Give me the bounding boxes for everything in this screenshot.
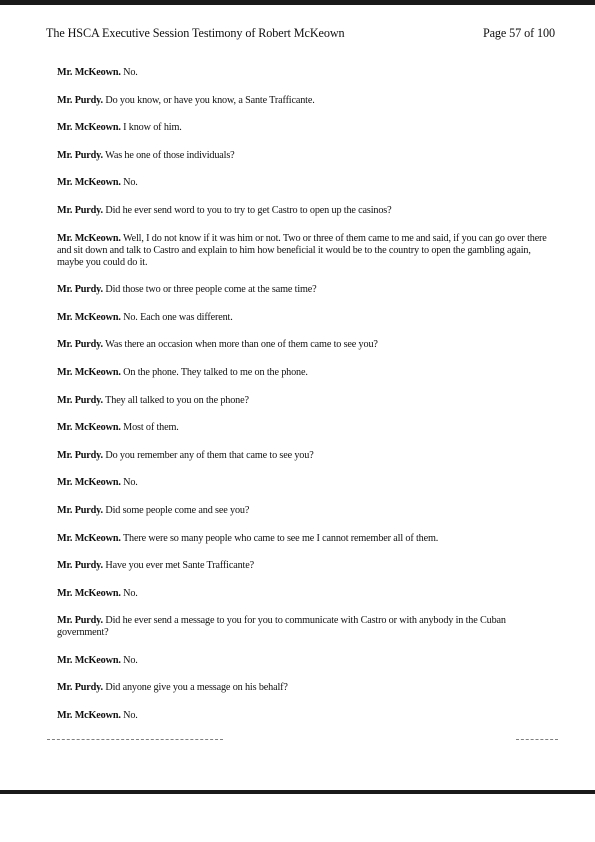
transcript-turn [57,367,557,379]
speaker-name: Mr. McKeown. [57,232,121,244]
speaker-name: Mr. Purdy. [57,560,103,572]
utterance-text: Was there an occasion when more than one of them came to see you? [105,339,378,351]
utterance-text: No. [123,67,138,78]
transcript-turn [57,533,557,545]
page-header [46,26,555,42]
transcript-turn [57,177,557,189]
transcript-turn [57,505,557,517]
utterance-text: Do you remember any of them that came to see you? [105,449,314,461]
utterance-text: I know of him. [123,122,182,134]
speaker-name: Mr. Purdy. [57,339,103,351]
utterance-text: They all talked to you on the phone? [105,394,249,406]
transcript-turn [57,205,557,217]
transcript-turn [57,560,557,572]
speaker-name: Mr. McKeown. [57,710,121,722]
transcript-turn [57,150,557,162]
speaker-name: Mr. McKeown. [57,366,121,378]
utterance-text: On the phone. They talked to me on the phone. [123,366,308,378]
utterance-text: Did he ever send word to you to try to get Castro to open up the casinos? [105,204,392,216]
transcript-turn [57,284,557,296]
speaker-name: Mr. Purdy. [57,682,103,694]
speaker-name: Mr. Purdy. [57,449,103,461]
transcript-turn [57,682,557,694]
transcript-turn [57,710,557,722]
transcript-turn [57,233,557,269]
utterance-text: Did he ever send a message to you for you to communicate with Castro or with anybody in the Cuban government? [57,615,506,639]
speaker-name: Mr. McKeown. [57,422,121,434]
speaker-name: Mr. Purdy. [57,149,103,161]
transcript-turn [57,395,557,407]
utterance-text: Was he one of those individuals? [105,149,235,161]
speaker-name: Mr. Purdy. [57,94,103,106]
speaker-name: Mr. McKeown. [57,477,121,489]
utterance-text: Do you know, or have you know, a Sante Trafficante. [105,94,315,106]
footer-scan-artifact-left [47,739,223,740]
bottom-border-rule [0,790,595,794]
transcript-body [57,67,557,738]
utterance-text: Have you ever met Sante Trafficante? [105,560,254,572]
speaker-name: Mr. McKeown. [57,311,121,323]
utterance-text: Well, I do not know if it was him or not. Two or three of them came to me and said, if you can go over there and sit down and talk to Castro and explain to him how beneficial it would be to the country to open the gambling again, maybe you could do it. [57,232,547,268]
speaker-name: Mr. McKeown. [57,587,121,599]
transcript-turn [57,95,557,107]
speaker-name: Mr. Purdy. [57,615,103,627]
utterance-text: No. Each one was different. [123,311,233,323]
utterance-text: No. [123,710,138,722]
utterance-text: There were so many people who came to see me I cannot remember all of them. [122,532,439,544]
transcript-turn [57,122,557,134]
transcript-turn [57,588,557,600]
transcript-turn [57,422,557,434]
document-title: The HSCA Executive Session Testimony of Robert McKeown [46,26,345,40]
utterance-text: Did those two or three people come at the same time? [105,284,317,296]
transcript-turn [57,450,557,462]
transcript-turn [57,67,557,79]
speaker-name: Mr. McKeown. [57,67,121,78]
transcript-turn [57,655,557,667]
speaker-name: Mr. McKeown. [57,122,121,134]
transcript-turn [57,615,557,639]
speaker-name: Mr. Purdy. [57,204,103,216]
speaker-name: Mr. Purdy. [57,504,103,516]
speaker-name: Mr. Purdy. [57,394,103,406]
speaker-name: Mr. McKeown. [57,532,121,544]
speaker-name: Mr. Purdy. [57,284,103,296]
transcript-turn [57,339,557,351]
speaker-name: Mr. McKeown. [57,654,121,666]
page-number: Page 57 of 100 [482,26,555,40]
utterance-text: Did anyone give you a message on his behalf? [105,682,288,694]
utterance-text: No. [123,477,138,489]
footer-scan-artifact-right [516,739,558,740]
utterance-text: No. [123,654,138,666]
utterance-text: Most of them. [123,422,179,434]
transcript-turn [57,312,557,324]
utterance-text: Did some people come and see you? [105,504,250,516]
utterance-text: No. [123,587,138,599]
top-border-rule [0,0,595,5]
transcript-turn [57,477,557,489]
utterance-text: No. [123,177,138,189]
speaker-name: Mr. McKeown. [57,177,121,189]
